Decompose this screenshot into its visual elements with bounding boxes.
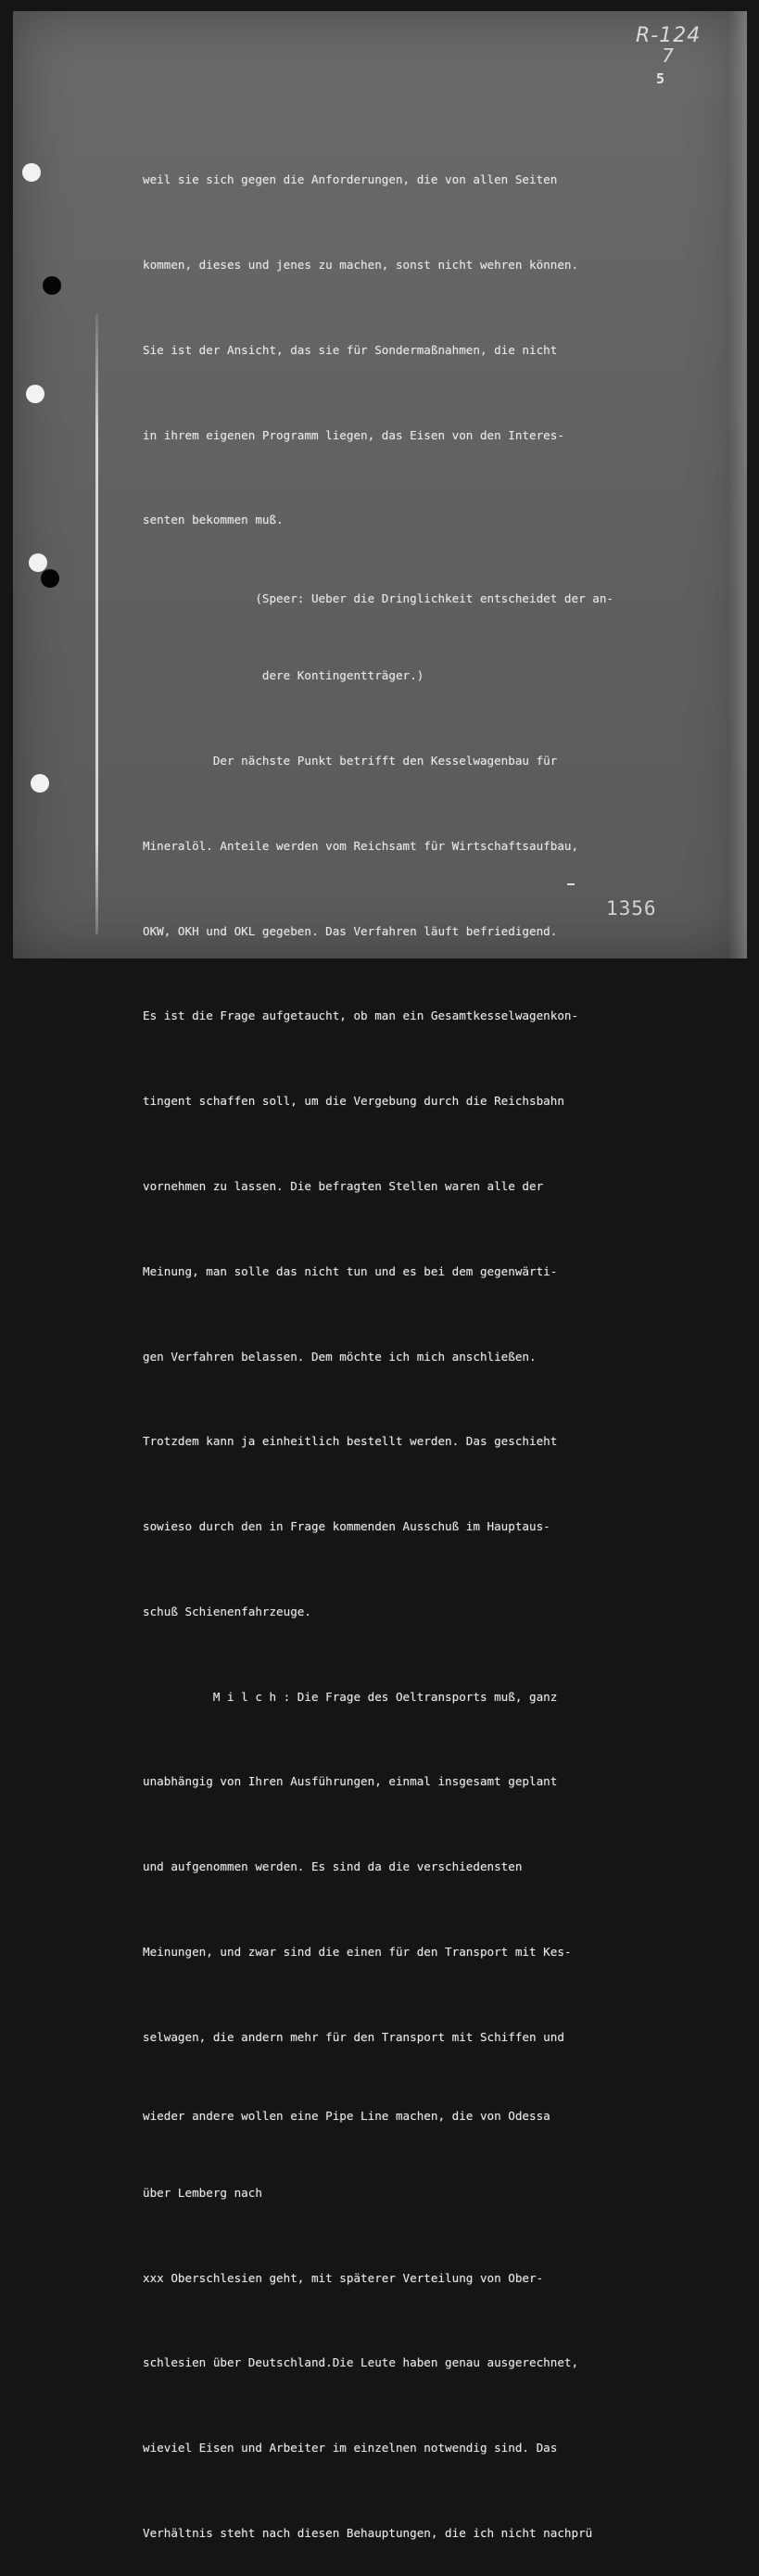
punch-hole-white (26, 385, 44, 403)
text-line: M i l c h : Die Frage des Oeltransports muß, ganz (143, 1689, 558, 1704)
annotation-reference: R-124 (636, 24, 702, 47)
archive-stamp-number: 1356 (606, 897, 657, 920)
text-line: (Speer: Ueber die Dringlichkeit entscheidet der an- (143, 591, 614, 606)
text-line: über Lemberg nach (143, 2185, 262, 2200)
text-line: Meinungen, und zwar sind die einen für den Transport mit Kes- (143, 1945, 572, 1959)
text-line: weil sie sich gegen die Anforderungen, die von allen Seiten (143, 172, 558, 187)
text-line: dere Kontingentträger.) (143, 668, 424, 683)
text-line: in ihrem eigenen Programm liegen, das Eisen von den Interes- (143, 427, 564, 442)
text-line: vornehmen zu lassen. Die befragten Stellen waren alle der (143, 1178, 544, 1193)
text-line: kommen, dieses und jenes zu machen, sonst nicht wehren können. (143, 257, 579, 272)
text-line: unabhängig von Ihren Ausführungen, einmal insgesamt geplant (143, 1774, 558, 1789)
text-line: Verhältnis steht nach diesen Behauptungen, die ich nicht nachprü (143, 2525, 593, 2540)
text-line: schuß Schienenfahrzeuge. (143, 1604, 311, 1618)
punch-hole-black (43, 276, 61, 295)
punch-hole-white (31, 774, 49, 793)
paper-crease (95, 313, 98, 934)
text-line: senten bekommen muß. (143, 513, 284, 527)
text-line: wieviel Eisen und Arbeiter im einzelnen notwendig sind. Das (143, 2441, 558, 2455)
text-line: OKW, OKH und OKL gegeben. Das Verfahren läuft befriedigend. (143, 923, 558, 938)
text-line: Mineralöl. Anteile werden vom Reichsamt für Wirtschaftsaufbau, (143, 838, 579, 853)
text-line: selwagen, die andern mehr für den Transport mit Schiffen und (143, 2029, 564, 2044)
page-number: 5 (656, 70, 665, 87)
text-line: tingent schaffen soll, um die Vergebung durch die Reichsbahn (143, 1094, 564, 1109)
text-line: Der nächste Punkt betrifft den Kesselwagenbau für (143, 754, 558, 768)
text-line: xxx Oberschlesien geht, mit späterer Verteilung von Ober- (143, 2270, 544, 2285)
text-line: wieder andere wollen eine Pipe Line machen, die von Odessa (143, 2108, 550, 2123)
text-line: Sie ist der Ansicht, das sie für Sondermaßnahmen, die nicht (143, 342, 558, 357)
text-line: Trotzdem kann ja einheitlich bestellt werden. Das geschieht (143, 1434, 558, 1449)
text-line: und aufgenommen werden. Es sind da die verschiedensten (143, 1859, 523, 1874)
typewritten-body (143, 109, 682, 2576)
text-line: Es ist die Frage aufgetaucht, ob man ein Gesamtkesselwagenkon- (143, 1009, 579, 1023)
punch-hole-black (41, 569, 59, 588)
text-line: gen Verfahren belassen. Dem möchte ich mich anschließen. (143, 1349, 537, 1364)
text-line: schlesien über Deutschland.Die Leute haben genau ausgerechnet, (143, 2355, 579, 2370)
text-line: sowieso durch den in Frage kommenden Ausschuß im Hauptaus- (143, 1519, 550, 1534)
annotation-sub: 7 (662, 44, 675, 67)
punch-hole-white (22, 163, 41, 182)
punch-hole-white (29, 553, 47, 572)
handwritten-annotation (636, 26, 701, 65)
text-line: Meinung, man solle das nicht tun und es bei dem gegenwärti- (143, 1263, 558, 1278)
